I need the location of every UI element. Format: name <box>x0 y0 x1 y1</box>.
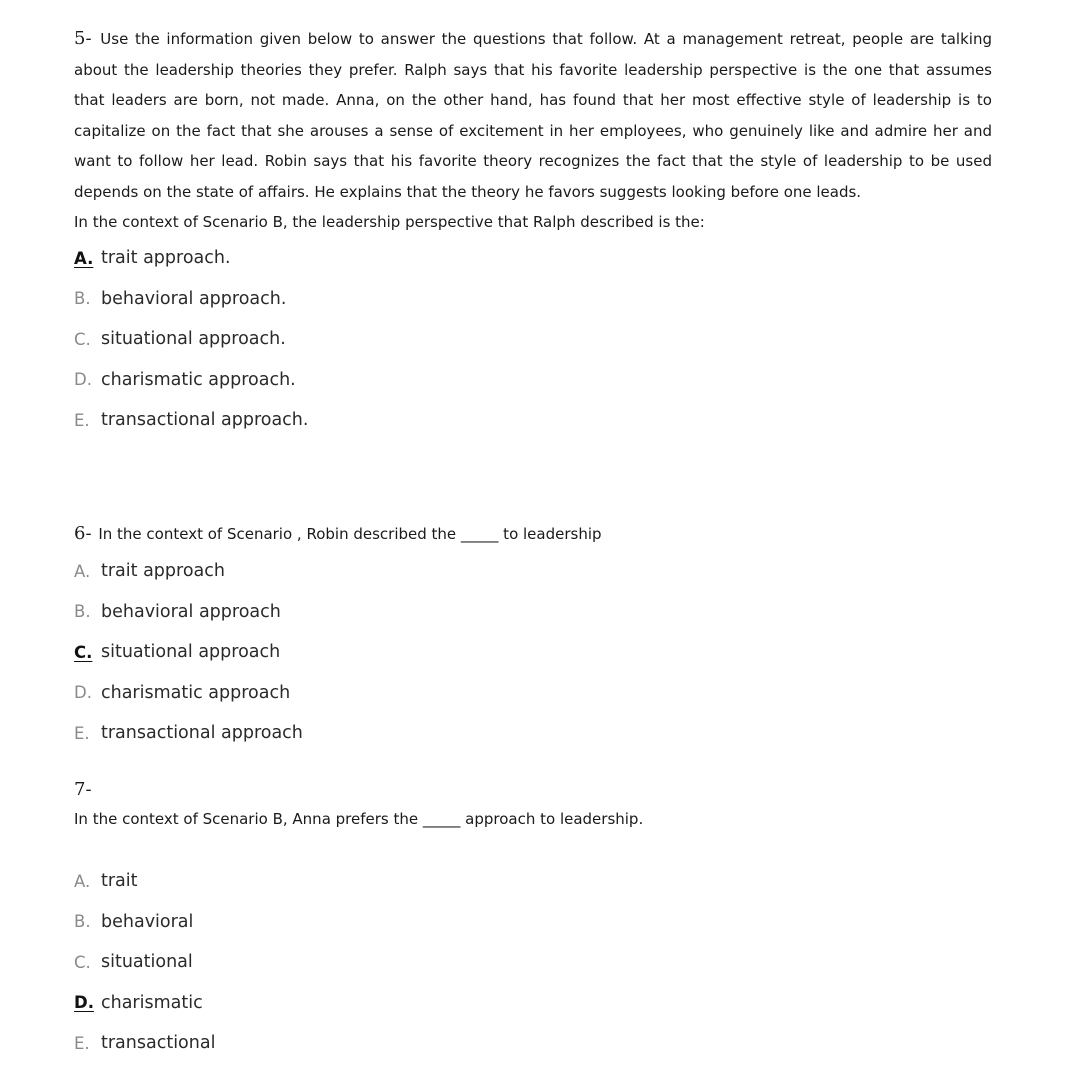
question-6-prompt: In the context of Scenario , Robin described the _____ to leadership <box>98 525 602 543</box>
option-letter: B. <box>74 602 91 622</box>
option-letter: D. <box>74 683 92 703</box>
question-7-prompt: In the context of Scenario B, Anna prefers the _____ approach to leadership. <box>74 810 644 828</box>
option-text: situational <box>101 952 193 973</box>
question-5-stem <box>74 24 992 207</box>
question-7 <box>74 775 992 1064</box>
option-letter: C. <box>74 952 91 972</box>
option-letter: D. <box>74 370 92 390</box>
option-text: transactional <box>101 1033 216 1054</box>
option-text: charismatic approach. <box>101 369 296 390</box>
option-letter: E. <box>74 723 90 743</box>
option-text: behavioral <box>101 911 194 932</box>
option-text: situational approach <box>101 642 281 663</box>
question-6-stem <box>74 519 992 549</box>
question-6-number: 6- <box>74 523 92 544</box>
q6-option-e[interactable] <box>74 713 992 754</box>
q6-option-b[interactable] <box>74 592 992 633</box>
option-letter: A. <box>74 561 91 581</box>
question-6-options <box>74 551 992 754</box>
q7-option-c[interactable] <box>74 942 992 983</box>
question-7-options <box>74 861 992 1064</box>
q6-option-d[interactable] <box>74 673 992 714</box>
option-text: charismatic <box>101 992 203 1013</box>
q6-option-c[interactable] <box>74 632 992 673</box>
question-5-number: 5- <box>74 28 92 49</box>
option-letter: D. <box>74 993 94 1013</box>
option-text: trait approach. <box>101 248 231 269</box>
question-5 <box>74 24 992 441</box>
option-text: behavioral approach. <box>101 288 287 309</box>
option-text: transactional approach. <box>101 410 309 431</box>
question-5-scenario-text: Use the information given below to answer the questions that follow. At a management retreat, people are talking about the leadership theories they prefer. Ralph says that his favorite leadership perspective is the one that assumes that leaders are born, not made. Anna, on the other hand, has found that her most effective style of leadership is to capitalize on the fact that she arouses a sense of excitement in her employees, who genuinely like and admire her and want to follow her lead. Robin says that his favorite theory recognizes the fact that the style of leadership to be used depends on the state of affairs. He explains that the theory he favors suggests looking before one leads. <box>74 30 992 201</box>
option-text: trait <box>101 871 138 892</box>
option-letter: B. <box>74 912 91 932</box>
q6-option-a[interactable] <box>74 551 992 592</box>
q5-option-e[interactable] <box>74 400 992 441</box>
option-text: charismatic approach <box>101 682 291 703</box>
option-letter: B. <box>74 289 91 309</box>
q5-option-a[interactable] <box>74 238 992 279</box>
q5-option-c[interactable] <box>74 319 992 360</box>
q7-option-d[interactable] <box>74 983 992 1024</box>
question-5-options <box>74 238 992 441</box>
option-text: behavioral approach <box>101 601 281 622</box>
option-text: trait approach <box>101 561 225 582</box>
option-text: transactional approach <box>101 723 303 744</box>
option-letter: C. <box>74 642 93 662</box>
option-text: situational approach. <box>101 329 286 350</box>
question-7-header <box>74 775 992 805</box>
q7-option-e[interactable] <box>74 1023 992 1064</box>
q7-option-a[interactable] <box>74 861 992 902</box>
question-5-prompt: In the context of Scenario B, the leadership perspective that Ralph described is the: <box>74 213 705 231</box>
question-7-number: 7- <box>74 779 92 800</box>
option-letter: A. <box>74 248 94 268</box>
option-letter: E. <box>74 1033 90 1053</box>
question-6 <box>74 519 992 754</box>
q5-option-d[interactable] <box>74 360 992 401</box>
option-letter: E. <box>74 410 90 430</box>
option-letter: A. <box>74 871 91 891</box>
q5-option-b[interactable] <box>74 279 992 320</box>
q7-option-b[interactable] <box>74 902 992 943</box>
option-letter: C. <box>74 329 91 349</box>
